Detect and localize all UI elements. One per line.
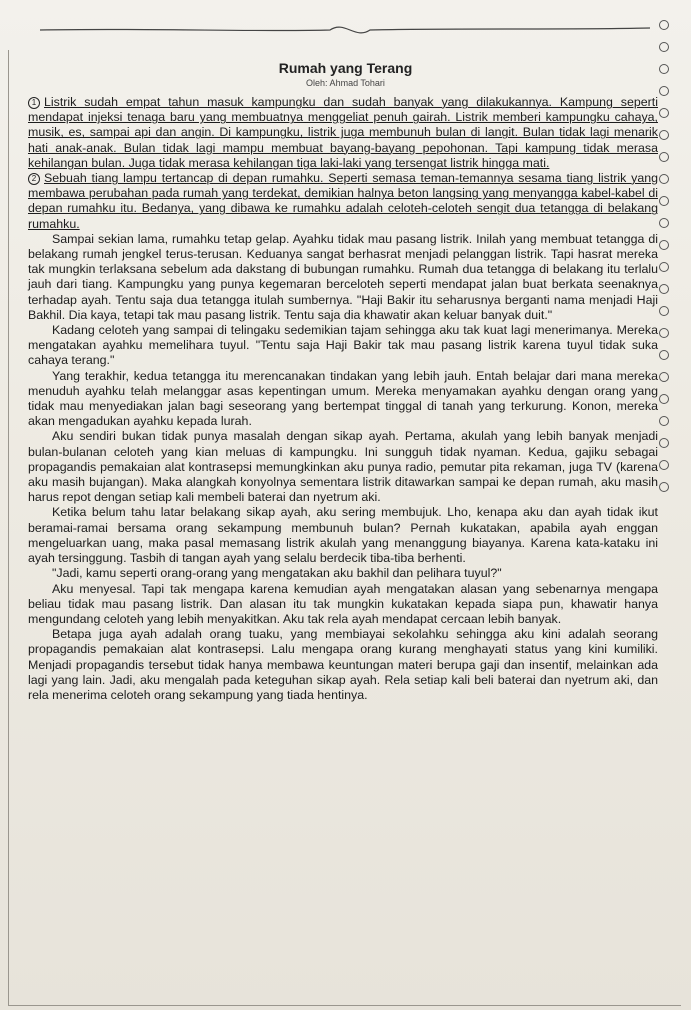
document-title: Rumah yang Terang xyxy=(278,60,413,76)
paragraph-8: "Jadi, kamu seperti orang-orang yang mengatakan aku bakhil dan pelihara tuyul?" xyxy=(52,566,502,581)
paragraph-5: Yang terakhir, kedua tetangga itu merencanakan tindakan yang lebih jauh. Entah belajar dari mana mereka menuduh ayahku telah melanggar asas kepentingan umum. Mereka menyamakan ayahku dengan orang yang tidak mau menyediakan jalan bagi seseorang yang bertempat tinggal di tanah yang terkurung. Konon, mereka akan mengadukan ayahku kepada lurah. xyxy=(28,368,658,429)
document-body xyxy=(28,95,658,703)
document-author: Oleh: Ahmad Tohari xyxy=(306,78,385,88)
paragraph-text: Listrik sudah empat tahun masuk kampungku dan sudah banyak yang dilakukannya. Kampung seperti mendapat injeksi tenaga baru yang membuatnya menggeliat penuh gairah. Listrik memberi kampungku cahaya, musik, es, sampai api dan angin. Di kampungku, listrik juga membunuh bulan di langit. Bulan tidak lagi menarik hati anak-anak. Bulan tidak lagi mampu membuat bayang-bayang pepohonan. Tapi kampung tidak merasa kehilangan bulan. Juga tidak merasa kehilangan tiga laki-laki yang tersengat listrik hingga mati. xyxy=(28,95,658,170)
paragraph-4: Kadang celoteh yang sampai di telingaku sedemikian tajam sehingga aku tak kuat lagi menerimanya. Mereka mengatakan ayahku memelihara tuyul. "Tentu saja Haji Bakir tak mau pasang listrik karena tuyul tidak suka cahaya terang." xyxy=(28,323,658,368)
paragraph-10: Betapa juga ayah adalah orang tuaku, yang membiayai sekolahku sehingga aku kini adalah seorang propagandis pemakaian alat kontrasepsi. Lalu mengapa orang kurang menghayati status yang kini kumiliki. Menjadi propagandis tersebut tidak hanya membawa keuntungan materi berupa gaji dan insentif, melainkan ada lagi yang lain. Jadi, aku mengalah pada keteguhan sikap ayah. Rela setiap kali beli baterai dan nyetrum aki, dan rela menerima celoteh orang sekampung yang tiada hentinya. xyxy=(28,627,658,702)
paragraph-3: Sampai sekian lama, rumahku tetap gelap. Ayahku tidak mau pasang listrik. Inilah yang membuat tetangga di belakang rumah jengkel terus-terusan. Keduanya sangat berhasrat menjadi pelanggan listrik. Tapi hasrat mereka tak mungkin terlaksana sebelum ada dakstang di bubungan rumahku. Rumah dua tetangga di belakang itu terlalu jauh dari tiang. Kampungku yang punya kegemaran berceloteh seperti mendapat jalan buat berkata seenaknya terhadap ayah. Tentu saja dua tetangga itulah sumbernya. "Haji Bakir itu seharusnya berganti nama menjadi Haji Bakhil. Dia kaya, tetapi tak mau pasang listrik. Tentu saja dia khawatir akan keluar banyak duit." xyxy=(28,231,658,322)
paragraph-marker: 2 xyxy=(28,173,40,185)
paragraph-7: Ketika belum tahu latar belakang sikap ayah, aku sering membujuk. Lho, kenapa aku dan ayah tidak ikut beramai-ramai bersama orang sekampung membunuh bulan? Pernah kukatakan, apabila ayah enggan mengeluarkan uang, maka pasal memasang listrik akulah yang menanggung biayanya. Karena kata-kataku ini ayah tersinggung. Tasbih di tangan ayah yang selalu berdecik tiba-tiba berhenti. xyxy=(28,505,658,566)
paragraph-2 xyxy=(28,171,658,232)
paragraph-text: Sebuah tiang lampu tertancap di depan rumahku. Seperti semasa teman-temannya sesama tiang listrik yang membawa perubahan pada rumah yang terdekat, demikian halnya beton langsing yang menyangga kabel-kabel di depan rumahku itu. Bedanya, yang dibawa ke rumahku adalah celoteh-celoteh sengit dua tetangga di belakang rumahku. xyxy=(28,171,658,231)
paragraph-1 xyxy=(28,95,658,171)
paragraph-9: Aku menyesal. Tapi tak mengapa karena kemudian ayah mengatakan alasan yang sebenarnya mengapa beliau tidak mau pasang listrik. Dan alasan itu tak mungkin kukatakan kepada siapa pun, khawatir hanya mengundang celoteh yang lebih menyakitkan. Aku tak rela ayah mendapat cercaan lebih banyak. xyxy=(28,581,658,626)
paragraph-marker: 1 xyxy=(28,97,40,109)
paragraph-6: Aku sendiri bukan tidak punya masalah dengan sikap ayah. Pertama, akulah yang lebih banyak menjadi bulan-bulanan celoteh yang kian meluas di kampungku. Ini sungguh tidak nyaman. Kedua, gajiku sebagai propagandis pemakaian alat kontrasepsi memungkinkan aku punya radio, pemutar pita rekaman, juga TV (karena aku masih bujangan). Maka alangkah konyolnya sementara listrik ditawarkan sampai ke depan rumah, aku masih harus repot dengan setiap kali membeli baterai dan nyetrum aki. xyxy=(28,429,658,505)
